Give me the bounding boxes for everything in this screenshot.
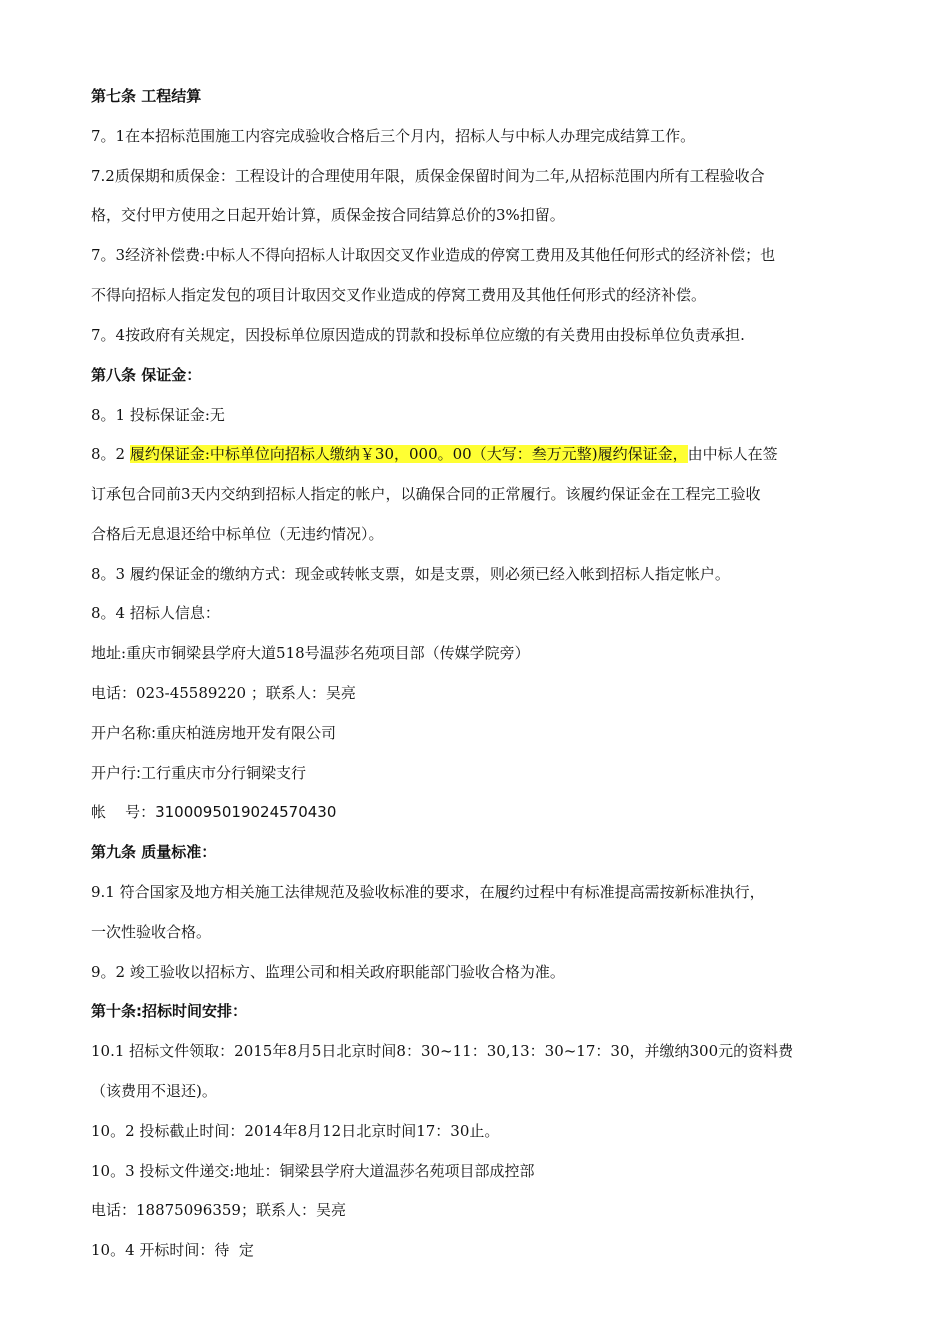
tenderer-bank: 开户行:工行重庆市分行铜梁支行 — [91, 764, 307, 782]
section-8-heading: 第八条 保证金： — [91, 366, 202, 384]
para-8-2-line1 — [91, 444, 778, 464]
tenderer-account-name: 开户名称:重庆柏涟房地开发有限公司 — [91, 724, 337, 742]
para-8-2-rest: 由中标人在签 — [687, 445, 778, 463]
para-9-1-line2: 一次性验收合格。 — [91, 923, 212, 941]
para-7-1: 7。1在本招标范围施工内容完成验收合格后三个月内，招标人与中标人办理完成结算工作。 — [91, 127, 696, 145]
para-8-1: 8。1 投标保证金:无 — [91, 406, 225, 424]
para-7-3-line1: 7。3经济补偿费:中标人不得向招标人计取因交叉作业造成的停窝工费用及其他任何形式的经济补偿；也 — [91, 246, 776, 264]
section-7-heading: 第七条 工程结算 — [91, 87, 202, 105]
para-8-3: 8。3 履约保证金的缴纳方式：现金或转帐支票，如是支票，则必须已经入帐到招标人指定帐户。 — [91, 565, 730, 583]
para-7-3-line2: 不得向招标人指定发包的项目计取因交叉作业造成的停窝工费用及其他任何形式的经济补偿。 — [91, 286, 707, 304]
para-9-1-line1: 9.1 符合国家及地方相关施工法律规范及验收标准的要求，在履约过程中有标准提高需按新标准执行， — [91, 883, 765, 901]
tenderer-address: 地址:重庆市铜梁县学府大道518号温莎名苑项目部（传媒学院旁） — [91, 644, 530, 662]
para-8-2-line3: 合格后无息退还给中标单位（无违约情况）。 — [91, 525, 384, 543]
para-10-1-line1: 10.1 招标文件领取：2015年8月5日北京时间8：30~11：30,13：30~17：30，并缴纳300元的资料费 — [91, 1042, 794, 1060]
para-8-4: 8。4 招标人信息： — [91, 604, 220, 622]
highlighted-text: 履约保证金:中标单位向招标人缴纳￥30，000。00（大写：叁万元整)履约保证金， — [129, 445, 688, 463]
para-7-4: 7。4按政府有关规定，因投标单位原因造成的罚款和投标单位应缴的有关费用由投标单位负责承担. — [91, 326, 745, 344]
para-7-2-line2: 格，交付甲方使用之日起开始计算，质保金按合同结算总价的3%扣留。 — [91, 206, 565, 224]
para-8-2-prefix: 8。2 — [91, 445, 130, 463]
para-10-3: 10。3 投标文件递交:地址：铜梁县学府大道温莎名苑项目部成控部 — [91, 1162, 535, 1180]
para-8-2-line2: 订承包合同前3天内交纳到招标人指定的帐户，以确保合同的正常履行。该履约保证金在工程完工验收 — [91, 485, 761, 503]
section-10-heading: 第十条:招标时间安排： — [91, 1002, 247, 1020]
section-9-heading: 第九条 质量标准： — [91, 843, 217, 861]
para-7-2-line1: 7.2质保期和质保金：工程设计的合理使用年限，质保金保留时间为二年,从招标范围内所有工程验收合 — [91, 167, 765, 185]
tenderer-account-number: 帐 号：3100095019024570430 — [91, 803, 337, 821]
para-10-2: 10。2 投标截止时间：2014年8月12日北京时间17：30止。 — [91, 1122, 500, 1140]
tenderer-phone: 电话：023-45589220 ；联系人：吴亮 — [91, 684, 356, 702]
para-10-3-phone: 电话：18875096359；联系人：吴亮 — [91, 1201, 346, 1219]
para-10-4: 10。4 开标时间：待 定 — [91, 1241, 254, 1259]
para-10-1-line2: （该费用不退还)。 — [91, 1082, 217, 1100]
para-9-2: 9。2 竣工验收以招标方、监理公司和相关政府职能部门验收合格为准。 — [91, 963, 565, 981]
